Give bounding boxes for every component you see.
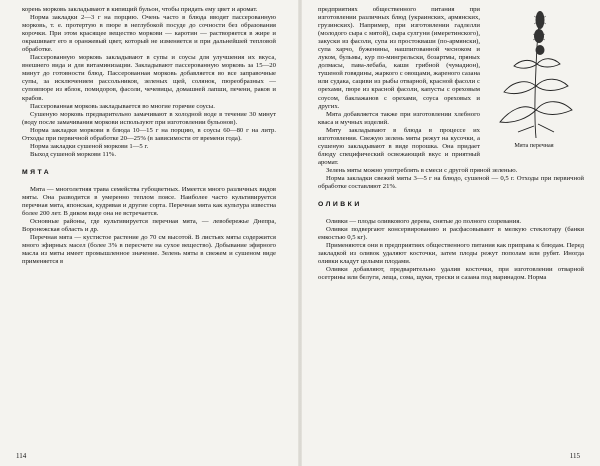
paragraph: Оливки добавляют, предварительно удалив косточки, при изготовлении отварной осетрины или белуги, леща, сома, щуки, трески и сазана под маринадом. Норма xyxy=(318,266,584,282)
paragraph: Основные районы, где культивируется перечная мята, — левобережье Днепра, Воронежская область и др. xyxy=(22,218,276,234)
book-gutter xyxy=(298,0,302,466)
paragraph: корень морковь закладывают в кипящий бульон, чтобы придать ему цвет и аромат. xyxy=(22,6,258,13)
paragraph: Мяту закладывают в блюда в процессе их изготовления. Свежую зелень мяты режут на кусочки, а сушеную закладывают в виде порошка. Она придает блюду специфический освежающий вкус и приятный аромат. xyxy=(318,126,480,166)
paragraph: предприятиях общественного питания при изготовлении различных блюд (украинских, армянских, грузинских). Например, при изготовлении гадлелли (молодого сыра с мятой), сыра сулгуни (имеретинского), закуски из фасоли, супа из простокваши (по-армянски), супа харчо, буженины, нашпигованной чесноком и луком, бульмы, кур по-мингрельски, бозартмы, пряных долмасы, пава-лебаба, каши грибной (чумадион), тушеной говядины, жаркого с овощами, жареного сазана или судака, сациви из рыбы отварной, красной фасоли с орехами, пюре из красной фасоли, капусты с ореховым соусом, баклажанов с орехами, соуса ореховых и других. xyxy=(318,6,481,110)
paragraph: Норма закладки свежей мяты 3—5 г на блюдо, сушеной — 0,5 г. Отходы при первичной обработке составляют 21%. xyxy=(318,174,584,191)
right-page xyxy=(304,0,600,466)
mint-illustration xyxy=(484,6,584,151)
paragraph: Оливки — плоды оливкового дерева, снятые до полного созревания. xyxy=(326,218,522,226)
paragraph: Зелень мяты можно употреблять в смеси с другой пряной зеленью. xyxy=(326,166,518,174)
paragraph: Мята — многолетняя трава семейства губоцветных. Имеется много различных видов мяты. Она разводится в умеренно теплом поясе. Наиболее часто культивируется перечная мята, японская, кудрявая и другие сорта. Перечная мята как культура известна более 200 лет. В диком виде она не встречается. xyxy=(22,185,276,218)
left-text-column xyxy=(22,6,276,266)
paragraph: Выход сушеной моркови 11%. xyxy=(30,150,117,158)
page-number: 114 xyxy=(16,452,27,460)
section-heading-olives: ОЛИВКИ xyxy=(318,201,362,209)
paragraph: Перечная мята — кустистое растение до 70 см высотой. В листьях мяты содержится много эфирных масел (более 3% в пересчете на сухое вещество). Добывание эфирного масла из мяты имеет промышленное значение. Зелень мяты в свежем и сушеном виде применяется в xyxy=(22,234,276,266)
paragraph: Применяются они в предприятиях общественного питания как приправа к блюдам. Перед закладкой из оливок удаляют косточки, затем плоды режут пополам или рубят. Иногда оливки кладут целыми плодами. xyxy=(318,242,584,266)
paragraph: Пассерованная морковь закладывается во многие горячие соусы. xyxy=(30,102,215,110)
figure-caption: Мята перечная xyxy=(514,142,554,149)
paragraph: Пассерованную морковь закладывают в супы и соусы для улучшения их вкуса, внешнего вида и для витаминизации. Закладывают пассерованную морковь за 15—20 минут до готовности блюд. Пассерованная морковь добавляется во все заправочные супы, за исключением рассольников, зеленых щей, солянок, пюреобразных — суповпюре из яблок, помидоров, фасоли, чечевицы, домашней лапши, печени, раков и крабов. xyxy=(22,54,276,102)
paragraph: Норма закладки моркови в блюда 10—15 г на порцию, в соусы 60—80 г на литр. Отходы при первичной обработке 20—25% (в зависимости от времени года). xyxy=(22,126,276,142)
paragraph: Сушеную морковь предварительно замачивают в холодной воде в течение 30 минут (воду после замачивания моркови используют при изготовлении бульонов). xyxy=(22,110,276,126)
left-page xyxy=(0,0,296,466)
page-number: 115 xyxy=(569,452,580,460)
right-text-column xyxy=(318,6,584,282)
paragraph: Норма закладки сушеной моркови 1—5 г. xyxy=(30,142,149,150)
peppermint-plant-icon xyxy=(488,6,580,140)
paragraph: Оливки подвергают консервированию и расфасовывают в мелкую стеклотару (банки емкостью 0,5 кг). xyxy=(318,226,584,242)
paragraph: Мята добавляется также при изготовлении хлебного кваса и мучных изделий. xyxy=(318,110,480,126)
section-heading-mint: МЯТА xyxy=(22,168,52,176)
paragraph: Норма закладки 2—3 г на порцию. Очень часто в блюда вводят пассерованную морковь, т. е. протертую в пюре в неглубокой посуде до сочности без образования корочки. При этом красящее вещество моркови — каротин — растворяется в жире и окрашивает его в оранжевый цвет, который не изменяется и при дальнейшей тепловой обработке. xyxy=(22,14,276,54)
